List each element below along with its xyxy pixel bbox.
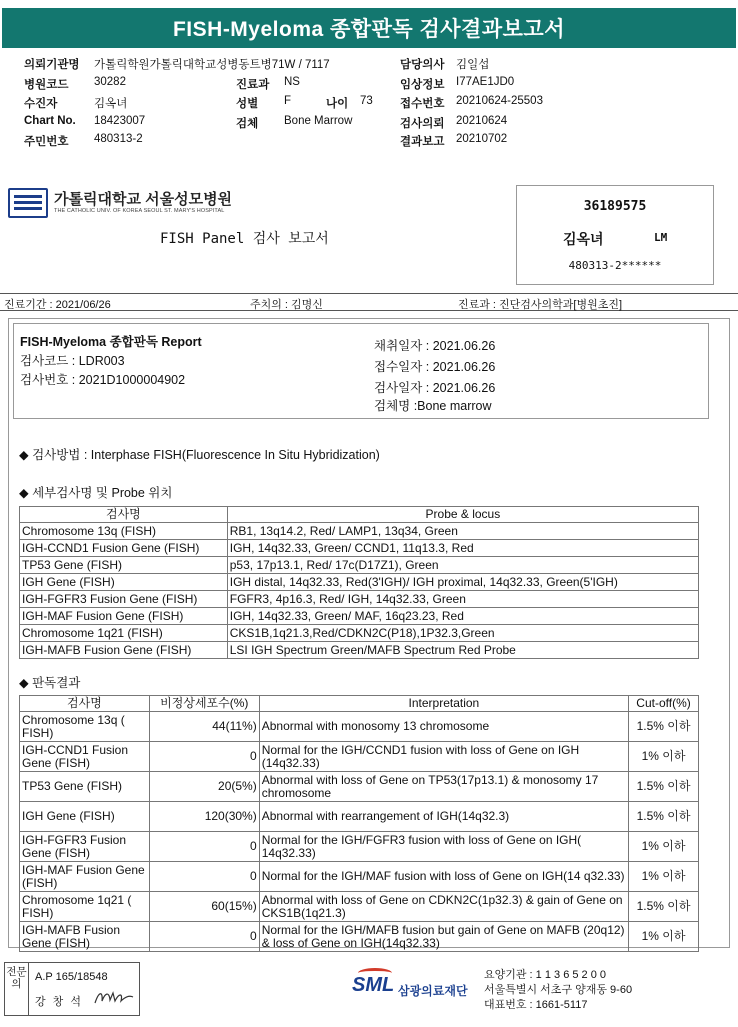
- patient-id: 480313-2******: [568, 259, 662, 272]
- result-test-name: TP53 Gene (FISH): [20, 772, 150, 802]
- result-header-test: 검사명: [20, 696, 150, 712]
- receipt-value: 20210624-25503: [456, 95, 543, 107]
- receipt-label: 접수번호: [400, 98, 445, 110]
- chart-value: 18423007: [94, 115, 146, 127]
- result-cutoff: 1% 이하: [629, 832, 699, 862]
- probe-locus: CKS1B,1q21.3,Red/CDKN2C(P18),1P32.3,Green: [227, 625, 698, 642]
- probe-test-name: IGH Gene (FISH): [20, 574, 228, 591]
- result-abnormal-count: 60(15%): [149, 892, 259, 922]
- result-row: [20, 712, 699, 742]
- age-value: 73: [360, 95, 373, 107]
- probe-test-name: TP53 Gene (FISH): [20, 557, 228, 574]
- report-heading: FISH-Myeloma 종합판독 Report: [20, 335, 202, 349]
- report-title-bar: FISH-Myeloma 종합판독 검사결과보고서: [2, 8, 736, 48]
- pathologist-name: 강 창 석: [35, 996, 83, 1008]
- result-test-name: Chromosome 1q21 ( FISH): [20, 892, 150, 922]
- probe-table: [19, 506, 699, 659]
- result-abnormal-count: 20(5%): [149, 772, 259, 802]
- result-cutoff: 1% 이하: [629, 922, 699, 952]
- probe-test-name: IGH-MAF Fusion Gene (FISH): [20, 608, 228, 625]
- result-interpretation: Abnormal with monosomy 13 chromosome: [259, 712, 628, 742]
- visit-info: [0, 293, 738, 311]
- sex-value: F: [284, 95, 292, 107]
- result-header-abnormal: 비정상세포수(%): [149, 696, 259, 712]
- probe-test-name: Chromosome 1q21 (FISH): [20, 625, 228, 642]
- doctor-label: 담당의사: [400, 59, 445, 71]
- specialist-label: 전문의: [5, 963, 29, 1015]
- probe-locus: FGFR3, 4p16.3, Red/ IGH, 14q32.33, Green: [227, 591, 698, 608]
- result-cutoff: 1.5% 이하: [629, 892, 699, 922]
- hospital-name-en: THE CATHOLIC UNIV. OF KOREA SEOUL ST. MARY'S HOSPITAL: [54, 208, 225, 214]
- specimen-name: 검체명 :Bone marrow: [374, 399, 492, 413]
- result-test-name: IGH Gene (FISH): [20, 802, 150, 832]
- probe-test-name: IGH-FGFR3 Fusion Gene (FISH): [20, 591, 228, 608]
- probe-locus: LSI IGH Spectrum Green/MAFB Spectrum Red Probe: [227, 642, 698, 659]
- probe-test-name: Chromosome 13q (FISH): [20, 523, 228, 540]
- probe-locus: RB1, 13q14.2, Red/ LAMP1, 13q34, Green: [227, 523, 698, 540]
- result-row: [20, 742, 699, 772]
- result-cutoff: 1.5% 이하: [629, 772, 699, 802]
- result-row: [20, 772, 699, 802]
- recipient-label: 수진자: [24, 98, 58, 110]
- received-date: 접수일자 : 2021.06.26: [374, 360, 496, 374]
- signature-icon: [93, 987, 135, 1007]
- probe-row: [20, 608, 699, 625]
- patient-name: 김옥녀: [563, 231, 604, 247]
- probe-header-locus: Probe & locus: [227, 507, 698, 523]
- institution-label: 의뢰기관명: [24, 59, 80, 71]
- clinical-label: 임상정보: [400, 79, 445, 91]
- result-abnormal-count: 0: [149, 862, 259, 892]
- result-row: [20, 862, 699, 892]
- result-test-name: IGH-MAFB Fusion Gene (FISH): [20, 922, 150, 952]
- probe-test-name: IGH-MAFB Fusion Gene (FISH): [20, 642, 228, 659]
- chart-label: Chart No.: [24, 115, 76, 127]
- probe-row: [20, 574, 699, 591]
- result-cutoff: 1% 이하: [629, 862, 699, 892]
- result-interpretation: Normal for the IGH/CCND1 fusion with loss of Gene on IGH (14q32.33): [259, 742, 628, 772]
- result-interpretation: Normal for the IGH/MAFB fusion but gain of Gene on MAFB (20q12) & loss of Gene on IGH(14q32.33): [259, 922, 628, 952]
- probe-heading: ◆ 세부검사명 및 Probe 위치: [19, 486, 173, 500]
- probe-locus: IGH distal, 14q32.33, Red(3'IGH)/ IGH proximal, 14q32.33, Green(5'IGH): [227, 574, 698, 591]
- institution-value: 가톨릭학원가톨릭대학교성병동트병71W / 7117: [94, 59, 330, 71]
- probe-test-name: IGH-CCND1 Fusion Gene (FISH): [20, 540, 228, 557]
- test-code: 검사코드 : LDR003: [20, 354, 125, 368]
- result-abnormal-count: 0: [149, 922, 259, 952]
- org-code: 요양기관 : 1 1 3 6 5 2 0 0: [484, 969, 607, 981]
- resident-value: 480313-2: [94, 133, 143, 145]
- sml-wordmark: SML: [352, 974, 395, 996]
- hospital-emblem-icon: [8, 188, 48, 218]
- panel-report-title: FISH Panel 검사 보고서: [160, 231, 329, 247]
- result-header-cutoff: Cut-off(%): [629, 696, 699, 712]
- lab-name: 삼광의료재단: [398, 984, 468, 998]
- result-abnormal-count: 0: [149, 832, 259, 862]
- result-test-name: Chromosome 13q ( FISH): [20, 712, 150, 742]
- result-test-name: IGH-MAF Fusion Gene (FISH): [20, 862, 150, 892]
- sex-label: 성별: [236, 98, 259, 110]
- recipient-value: 김옥녀: [94, 98, 128, 110]
- report-info-box: [13, 323, 709, 419]
- patient-code: LM: [654, 231, 668, 244]
- hospital-code-value: 30282: [94, 76, 126, 88]
- visit-department: 진료과 : 진단검사의학과[병원초진]: [458, 299, 623, 311]
- result-abnormal-count: 120(30%): [149, 802, 259, 832]
- specimen-label: 검체: [236, 118, 259, 130]
- result-interpretation: Abnormal with loss of Gene on CDKN2C(1p32.3) & gain of Gene on CKS1B(1q21.3): [259, 892, 628, 922]
- attending-doctor: 주치의 : 김명신: [250, 299, 323, 311]
- hospital-code-label: 병원코드: [24, 79, 69, 91]
- resident-label: 주민번호: [24, 136, 69, 148]
- result-test-name: IGH-CCND1 Fusion Gene (FISH): [20, 742, 150, 772]
- result-interpretation: Normal for the IGH/FGFR3 fusion with loss of Gene on IGH( 14q32.33): [259, 832, 628, 862]
- result-abnormal-count: 44(11%): [149, 712, 259, 742]
- probe-row: [20, 625, 699, 642]
- test-number: 검사번호 : 2021D1000004902: [20, 373, 186, 387]
- result-abnormal-count: 0: [149, 742, 259, 772]
- probe-header-test: 검사명: [20, 507, 228, 523]
- probe-locus: IGH, 14q32.33, Green/ MAF, 16q23.23, Red: [227, 608, 698, 625]
- probe-row: [20, 642, 699, 659]
- probe-locus: IGH, 14q32.33, Green/ CCND1, 11q13.3, Red: [227, 540, 698, 557]
- result-row: [20, 832, 699, 862]
- hospital-name: 가톨릭대학교 서울성모병원: [54, 191, 233, 208]
- probe-row: [20, 591, 699, 608]
- visit-period: 진료기간 : 2021/06/26: [4, 299, 111, 311]
- result-interpretation: Abnormal with rearrangement of IGH(14q32.3): [259, 802, 628, 832]
- request-value: 20210624: [456, 115, 508, 127]
- result-row: [20, 922, 699, 952]
- ap-number: A.P 165/18548: [35, 971, 108, 983]
- org-address: 서울특별시 서초구 양재동 9-60: [484, 984, 633, 996]
- result-cutoff: 1.5% 이하: [629, 712, 699, 742]
- patient-number: 36189575: [583, 199, 647, 214]
- collected-date: 채취일자 : 2021.06.26: [374, 339, 496, 353]
- tested-date: 검사일자 : 2021.06.26: [374, 381, 496, 395]
- result-interpretation: Abnormal with loss of Gene on TP53(17p13.1) & monosomy 17 chromosome: [259, 772, 628, 802]
- result-row: [20, 802, 699, 832]
- probe-row: [20, 540, 699, 557]
- report-body: [8, 318, 730, 948]
- dept-value: NS: [284, 76, 300, 88]
- result-row: [20, 892, 699, 922]
- result-table: [19, 695, 699, 952]
- pathologist-box: [4, 962, 140, 1016]
- lab-logo: [352, 968, 472, 1004]
- result-heading: ◆ 판독결과: [19, 676, 81, 690]
- method-heading: ◆ 검사방법 : Interphase FISH(Fluorescence In Situ Hybridization): [19, 448, 380, 462]
- probe-locus: p53, 17p13.1, Red/ 17c(D17Z1), Green: [227, 557, 698, 574]
- patient-label-box: [516, 185, 714, 285]
- probe-row: [20, 523, 699, 540]
- probe-row: [20, 557, 699, 574]
- hospital-logo: [8, 186, 268, 222]
- doctor-value: 김일섭: [456, 59, 490, 71]
- report-value: 20210702: [456, 133, 508, 145]
- lab-contact: [484, 968, 632, 1013]
- age-label: 나이: [326, 98, 349, 110]
- result-cutoff: 1.5% 이하: [629, 802, 699, 832]
- clinical-value: I77AE1JD0: [456, 76, 515, 88]
- report-label: 결과보고: [400, 136, 445, 148]
- specimen-value: Bone Marrow: [284, 115, 353, 127]
- result-cutoff: 1% 이하: [629, 742, 699, 772]
- result-header-interpretation: Interpretation: [259, 696, 628, 712]
- org-phone: 대표번호 : 1661-5117: [484, 999, 588, 1011]
- result-test-name: IGH-FGFR3 Fusion Gene (FISH): [20, 832, 150, 862]
- result-interpretation: Normal for the IGH/MAF fusion with loss of Gene on IGH(14 q32.33): [259, 862, 628, 892]
- dept-label: 진료과: [236, 79, 270, 91]
- request-label: 검사의뢰: [400, 118, 445, 130]
